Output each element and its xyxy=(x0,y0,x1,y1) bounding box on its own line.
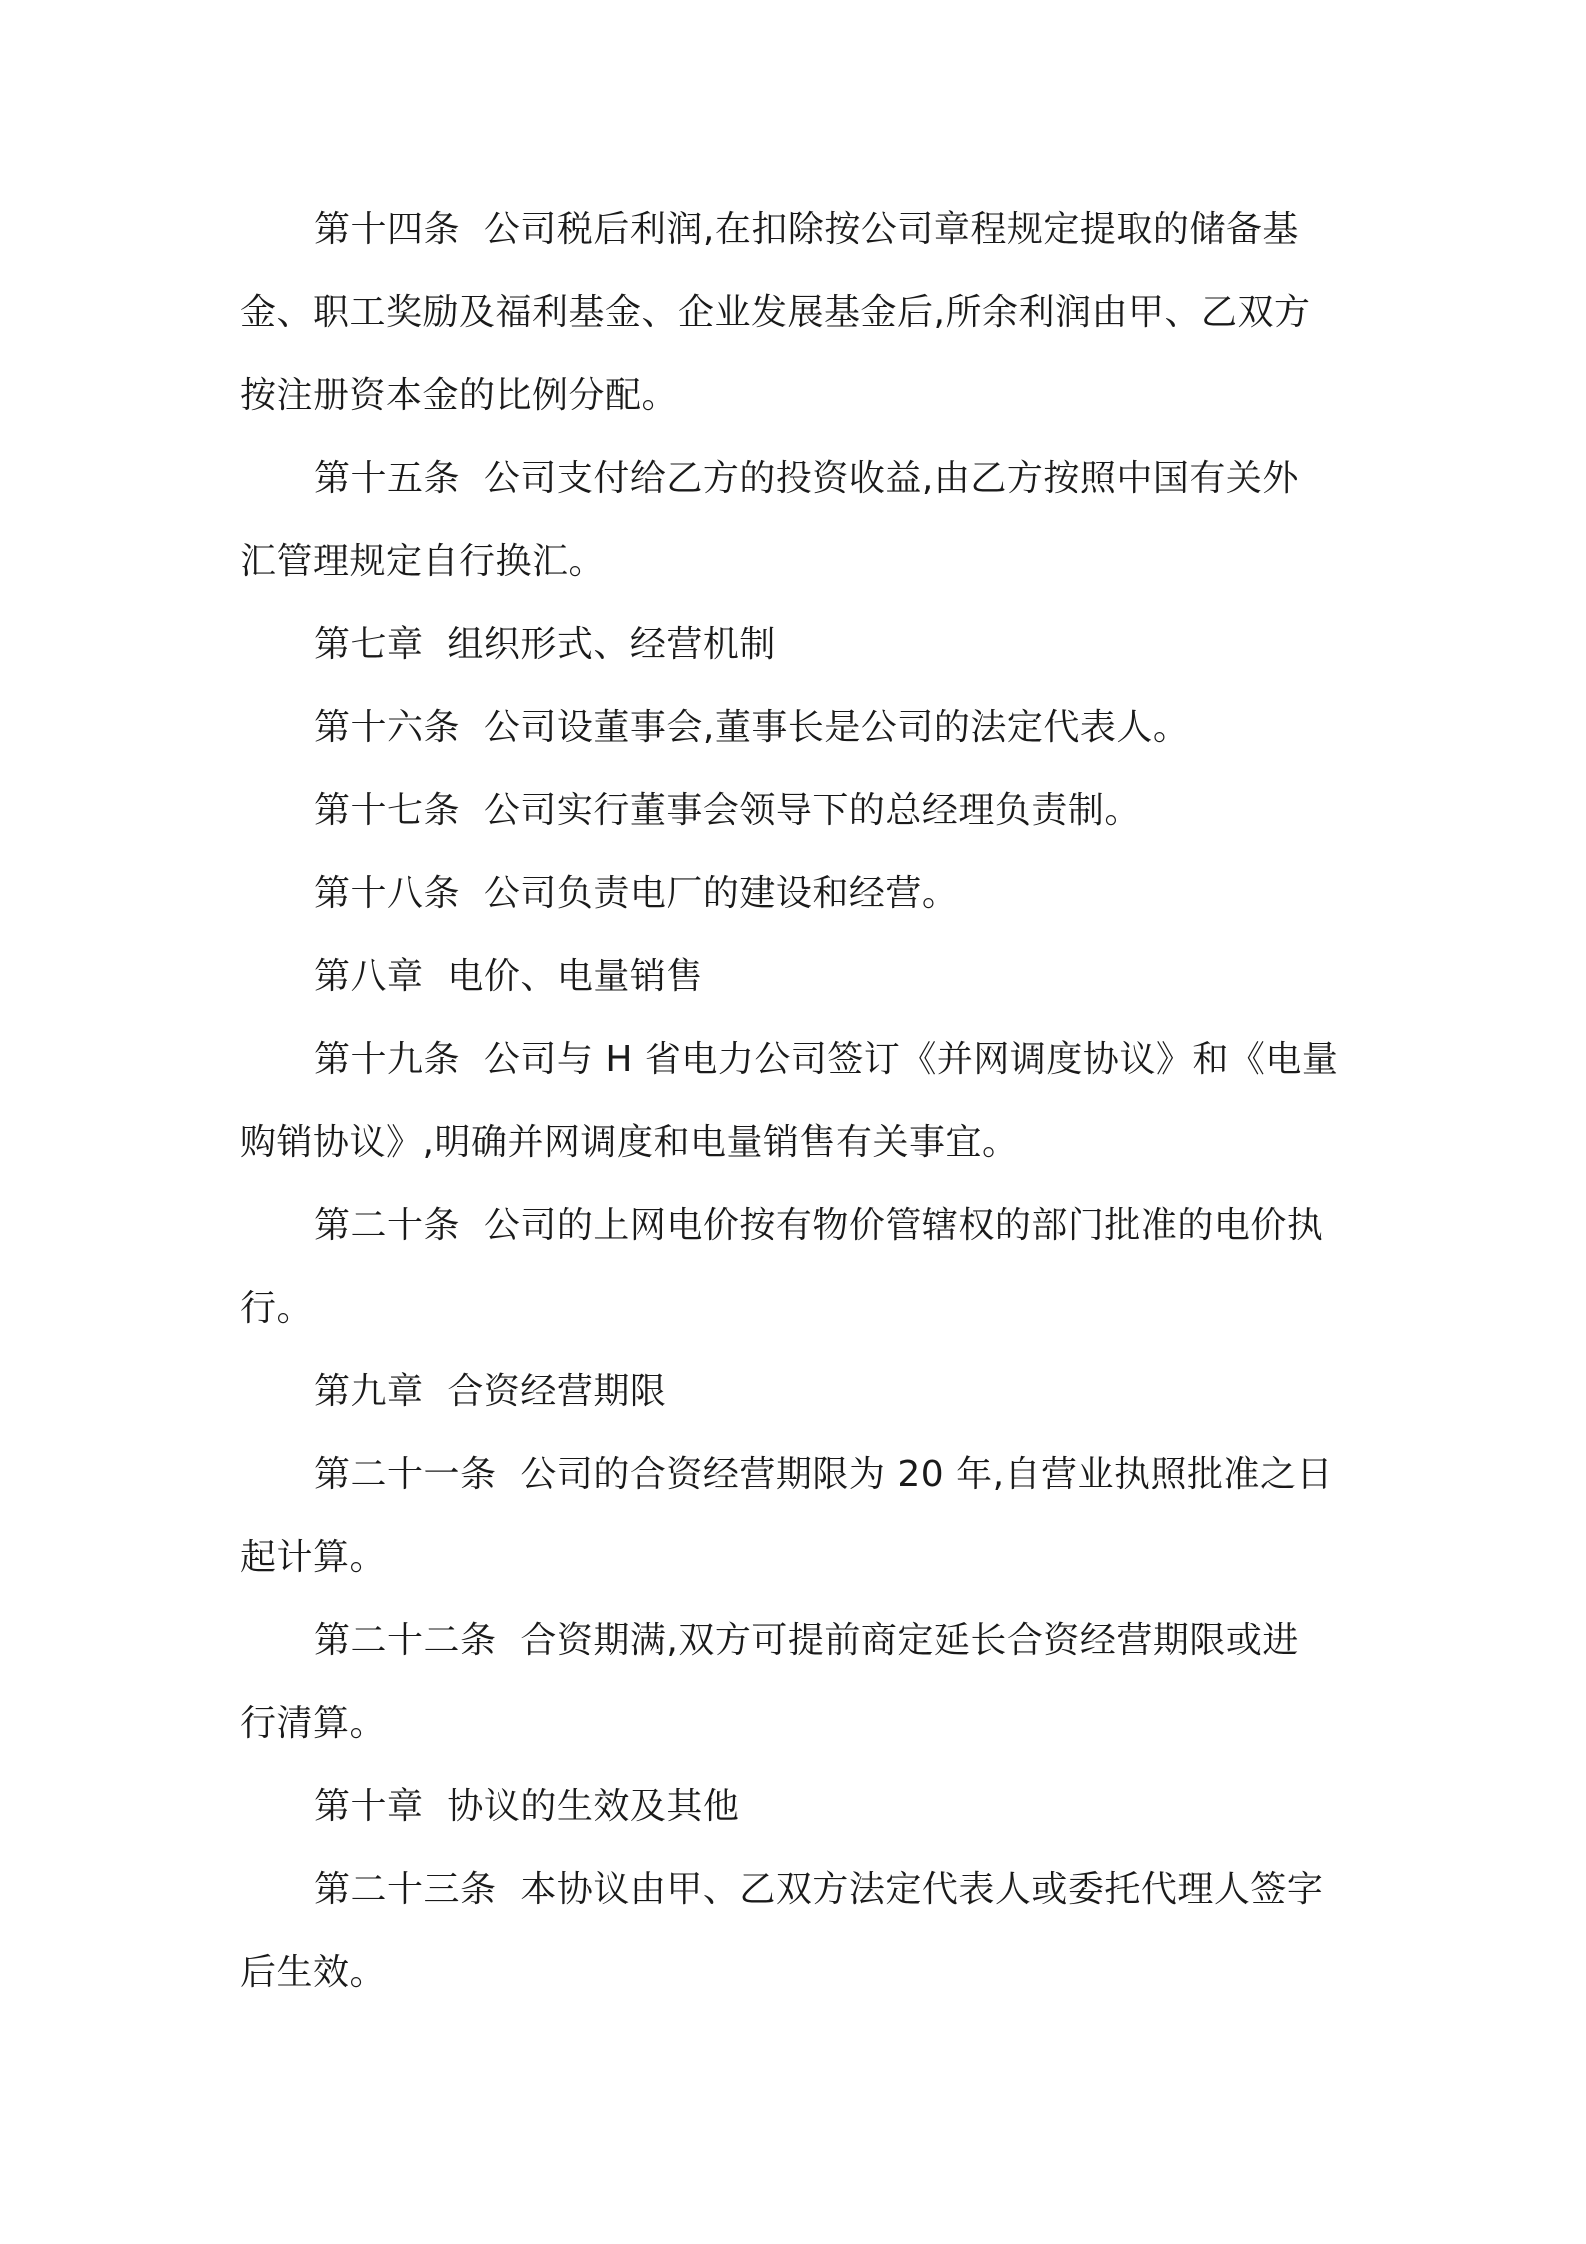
text-line: 第十章 协议的生效及其他 xyxy=(314,1786,740,1827)
text-line: 购销协议》,明确并网调度和电量销售有关事宜。 xyxy=(240,1122,1019,1163)
paragraph-art-16 xyxy=(240,686,1356,769)
text-line: 第十六条 公司设董事会,董事长是公司的法定代表人。 xyxy=(314,707,1190,748)
text-line: 第十五条 公司支付给乙方的投资收益,由乙方按照中国有关外 xyxy=(314,458,1299,499)
paragraph-art-18 xyxy=(240,852,1356,935)
paragraph-art-22 xyxy=(240,1599,1356,1765)
text-line: 第二十一条 公司的合资经营期限为 20 年,自营业执照批准之日 xyxy=(314,1454,1334,1495)
paragraph-art-17 xyxy=(240,769,1356,852)
text-line: 后生效。 xyxy=(240,1952,387,1993)
text-line: 汇管理规定自行换汇。 xyxy=(240,541,606,582)
text-line: 第九章 合资经营期限 xyxy=(314,1371,667,1412)
paragraph-ch-10 xyxy=(240,1765,1356,1848)
paragraph-ch-9 xyxy=(240,1350,1356,1433)
text-line: 按注册资本金的比例分配。 xyxy=(240,375,679,416)
paragraph-ch-7 xyxy=(240,603,1356,686)
text-line: 金、职工奖励及福利基金、企业发展基金后,所余利润由甲、乙双方 xyxy=(240,292,1311,333)
paragraph-art-14 xyxy=(240,188,1356,437)
text-line: 第十八条 公司负责电厂的建设和经营。 xyxy=(314,873,959,914)
paragraph-art-21 xyxy=(240,1433,1356,1599)
paragraph-art-23 xyxy=(240,1848,1356,2014)
text-line: 第二十二条 合资期满,双方可提前商定延长合资经营期限或进 xyxy=(314,1620,1299,1661)
paragraph-art-19 xyxy=(240,1018,1356,1184)
paragraph-art-20 xyxy=(240,1184,1356,1350)
text-line: 第十四条 公司税后利润,在扣除按公司章程规定提取的储备基 xyxy=(314,209,1299,250)
text-line: 起计算。 xyxy=(240,1537,387,1578)
document-body xyxy=(240,188,1356,2014)
text-line: 行清算。 xyxy=(240,1703,387,1744)
paragraph-ch-8 xyxy=(240,935,1356,1018)
text-line: 行。 xyxy=(240,1288,314,1329)
text-line: 第十九条 公司与 H 省电力公司签订《并网调度协议》和《电量 xyxy=(314,1039,1339,1080)
paragraph-art-15 xyxy=(240,437,1356,603)
text-line: 第二十条 公司的上网电价按有物价管辖权的部门批准的电价执 xyxy=(314,1205,1324,1246)
text-line: 第八章 电价、电量销售 xyxy=(314,956,703,997)
text-line: 第十七条 公司实行董事会领导下的总经理负责制。 xyxy=(314,790,1141,831)
text-line: 第七章 组织形式、经营机制 xyxy=(314,624,776,665)
text-line: 第二十三条 本协议由甲、乙双方法定代表人或委托代理人签字 xyxy=(314,1869,1324,1910)
